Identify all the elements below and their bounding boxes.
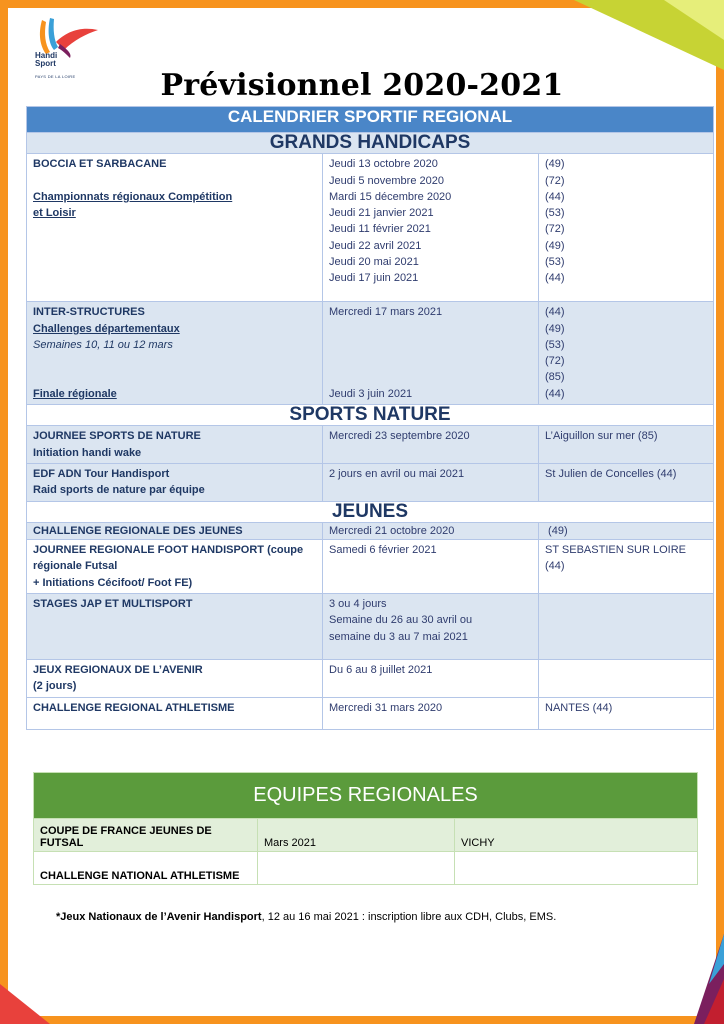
event-cell	[27, 302, 323, 405]
equipes-table	[33, 772, 698, 885]
section-sports-nature: SPORTS NATURE	[27, 405, 714, 426]
event-cell	[27, 154, 323, 302]
place: (49)	[539, 522, 714, 539]
logo-subtitle: PAYS DE LA LOIRE	[35, 74, 76, 79]
event-subtitle: Initiation handi wake	[33, 446, 142, 459]
date: Semaine du 26 au 30 avril ou	[329, 614, 473, 627]
place	[539, 594, 714, 660]
date: Jeudi 3 juin 2021	[329, 387, 413, 400]
event-name: BOCCIA ET SARBACANE	[33, 158, 167, 171]
date: Jeudi 20 mai 2021	[329, 256, 419, 269]
dates-cell	[323, 594, 539, 660]
place: (85)	[545, 371, 565, 384]
place: VICHY	[455, 819, 698, 852]
date: Mercredi 17 mars 2021	[329, 306, 443, 319]
place: ST SEBASTIEN SUR LOIRE (44)	[539, 540, 714, 594]
event-name: CHALLENGE REGIONALE DES JEUNES	[27, 522, 323, 539]
logo-line-2: Sport	[35, 59, 56, 68]
event-subtitle: Raid sports de nature par équipe	[33, 484, 205, 497]
equipes-header: EQUIPES REGIONALES	[34, 773, 698, 819]
place: (44)	[545, 387, 565, 400]
dates-cell	[323, 302, 539, 405]
event-name: régionale Futsal	[33, 560, 118, 573]
place: (44)	[545, 190, 565, 203]
date: Mercredi 23 septembre 2020	[323, 426, 539, 464]
corner-decoration-bottom-left	[0, 974, 60, 1024]
event-cell	[27, 660, 323, 698]
date: Mercredi 31 mars 2020	[323, 697, 539, 729]
place: (49)	[545, 158, 565, 171]
place: (44)	[545, 306, 565, 319]
logo-wordmark	[35, 52, 57, 68]
dates-cell	[323, 154, 539, 302]
event-subtitle: + Initiations Cécifoot/ Foot FE)	[33, 576, 193, 589]
date: 3 ou 4 jours	[329, 598, 387, 611]
places-cell	[539, 154, 714, 302]
place: (53)	[545, 338, 565, 351]
place: (44)	[545, 272, 565, 285]
section-grands-handicaps: GRANDS HANDICAPS	[27, 133, 714, 154]
footnote-text: , 12 au 16 mai 2021 : inscription libre aux CDH, Clubs, EMS.	[261, 911, 557, 923]
place: St Julien de Concelles (44)	[539, 463, 714, 501]
event-name: JEUX REGIONAUX DE L’AVENIR	[33, 664, 203, 677]
table-row	[27, 594, 714, 660]
table-row	[27, 426, 714, 464]
event-subtitle: et Loisir	[33, 207, 76, 220]
date: Mardi 15 décembre 2020	[329, 190, 452, 203]
place	[539, 660, 714, 698]
event-name: CHALLENGE REGIONAL ATHLETISME	[27, 697, 323, 729]
calendar-table	[26, 106, 714, 730]
date: Jeudi 22 avril 2021	[329, 239, 422, 252]
place: (53)	[545, 207, 565, 220]
date: Jeudi 11 février 2021	[329, 223, 431, 236]
date: Mercredi 21 octobre 2020	[323, 522, 539, 539]
event-cell	[27, 463, 323, 501]
place: (72)	[545, 174, 565, 187]
table-row	[34, 852, 698, 885]
table-row	[27, 540, 714, 594]
date: Jeudi 21 janvier 2021	[329, 207, 434, 220]
event-subtitle: Challenges départementaux	[33, 322, 180, 335]
table-row	[27, 660, 714, 698]
event-name: STAGES JAP ET MULTISPORT	[27, 594, 323, 660]
place: (72)	[545, 223, 565, 236]
date: Mars 2021	[258, 819, 455, 852]
event-name: JOURNEE REGIONALE FOOT HANDISPORT (coupe	[33, 544, 304, 557]
calendar-header: CALENDRIER SPORTIF REGIONAL	[27, 107, 714, 133]
date: 2 jours en avril ou mai 2021	[323, 463, 539, 501]
event-final: Finale régionale	[33, 387, 117, 400]
date: Jeudi 5 novembre 2020	[329, 174, 444, 187]
section-jeunes: JEUNES	[27, 501, 714, 522]
corner-decoration-bottom-right	[674, 934, 724, 1024]
table-row	[34, 819, 698, 852]
event-subtitle: (2 jours)	[33, 680, 77, 693]
date: Jeudi 17 juin 2021	[329, 272, 419, 285]
event-name: CHALLENGE NATIONAL ATHLETISME	[34, 852, 258, 885]
place: L’Aiguillon sur mer (85)	[539, 426, 714, 464]
table-row	[27, 522, 714, 539]
place: NANTES (44)	[539, 697, 714, 729]
footnote-bold: *Jeux Nationaux de l’Avenir Handisport	[56, 911, 262, 923]
place: (72)	[545, 355, 565, 368]
place	[455, 852, 698, 885]
date	[258, 852, 455, 885]
event-name: EDF ADN Tour Handisport	[33, 467, 170, 480]
date: Jeudi 13 octobre 2020	[329, 158, 438, 171]
table-row	[27, 697, 714, 729]
table-row-boccia	[27, 154, 714, 302]
event-cell	[27, 426, 323, 464]
date: semaine du 3 au 7 mai 2021	[329, 630, 468, 643]
date: Du 6 au 8 juillet 2021	[323, 660, 539, 698]
logo-line-1: Handi	[35, 51, 58, 60]
event-cell	[27, 540, 323, 594]
place: (49)	[545, 239, 565, 252]
table-row-inter-structures	[27, 302, 714, 405]
place: (53)	[545, 256, 565, 269]
event-name: INTER-STRUCTURES	[33, 306, 145, 319]
event-subtitle: Championnats régionaux Compétition	[33, 190, 233, 203]
table-row	[27, 463, 714, 501]
date: Samedi 6 février 2021	[323, 540, 539, 594]
event-name: COUPE DE FRANCE JEUNES DE FUTSAL	[34, 819, 258, 852]
page-title: Prévisionnel 2020-2021	[160, 68, 564, 103]
place: (49)	[545, 322, 565, 335]
event-weeks: Semaines 10, 11 ou 12 mars	[33, 338, 173, 351]
footnote	[56, 911, 556, 923]
event-name: JOURNEE SPORTS DE NATURE	[33, 430, 201, 443]
places-cell	[539, 302, 714, 405]
